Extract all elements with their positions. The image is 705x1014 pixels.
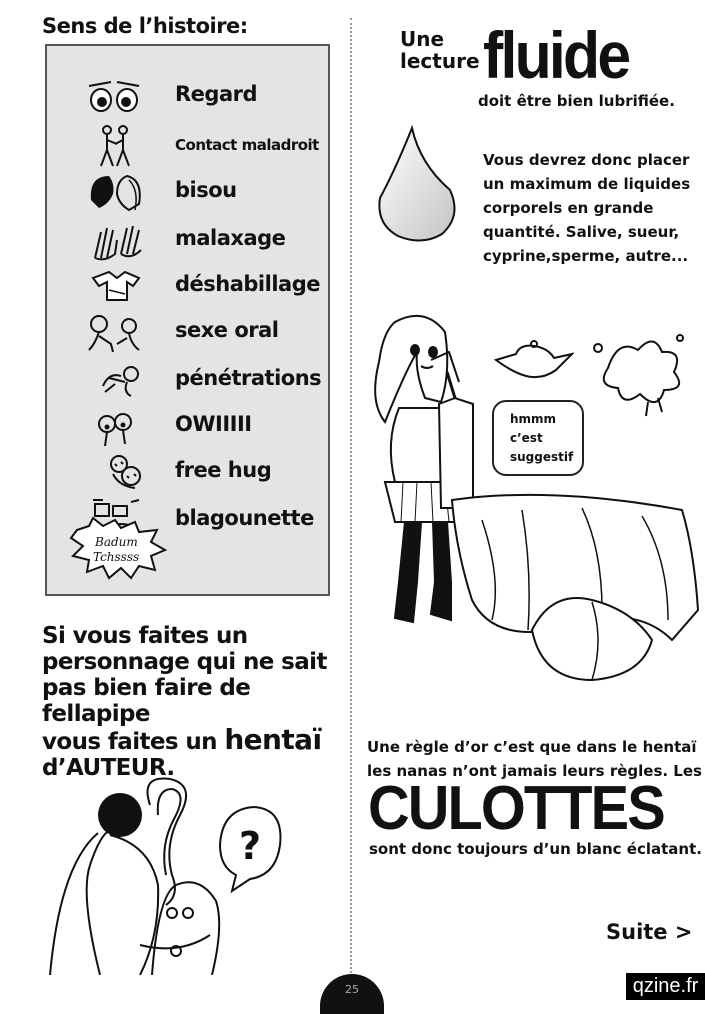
undressing-icon xyxy=(69,264,159,308)
sound-burst-icon xyxy=(69,516,169,580)
story-item-deshabillage xyxy=(47,264,328,310)
teapot-icon xyxy=(492,340,574,384)
story-item-owiiiii xyxy=(47,404,328,450)
story-label: blagounette xyxy=(175,506,314,530)
story-label: bisou xyxy=(175,178,237,202)
speech-bubble xyxy=(492,400,584,476)
hentai-word: hentaï xyxy=(224,723,322,756)
culottes-word: CULOTTES xyxy=(368,774,664,843)
fluide-subtitle: doit être bien lubrifiée. xyxy=(478,92,675,110)
story-sense-box xyxy=(45,44,330,596)
story-label: Regard xyxy=(175,82,258,106)
story-item-oral xyxy=(47,310,328,356)
liquids-line: cyprine,sperme, autre... xyxy=(483,247,689,265)
fluide-intro xyxy=(400,28,480,72)
intro-line: lecture xyxy=(400,49,480,73)
story-label: OWIIIII xyxy=(175,412,252,436)
bubble-line: hmmm xyxy=(510,412,557,426)
liquids-line: un maximum de liquides xyxy=(483,175,691,193)
hug-icon xyxy=(69,450,159,494)
fellapipe-line: pas bien faire de fellapipe xyxy=(42,675,251,727)
splash-icon xyxy=(588,328,688,418)
regle-line: Une règle d’or c’est que dans le hentaï xyxy=(367,738,697,756)
story-label: déshabillage xyxy=(175,272,320,296)
bubble-line: suggestif xyxy=(510,450,574,464)
intro-line: Une xyxy=(400,27,445,51)
fellapipe-line xyxy=(42,723,342,756)
story-item-bisou xyxy=(47,170,328,216)
story-item-penetrations xyxy=(47,358,328,404)
burst-text-2: Tchssss xyxy=(93,550,140,564)
story-label: Contact maladroit xyxy=(175,136,319,154)
liquids-line: Vous devrez donc placer xyxy=(483,151,690,169)
skirt-illustration xyxy=(432,490,702,685)
story-label: sexe oral xyxy=(175,318,279,342)
oral-icon xyxy=(69,310,159,354)
story-label: pénétrations xyxy=(175,366,322,390)
penetration-icon xyxy=(69,358,159,402)
kiss-icon xyxy=(69,170,159,214)
story-label: malaxage xyxy=(175,226,286,250)
blanc-line: sont donc toujours d’un blanc éclatant. xyxy=(369,840,702,858)
story-sense-heading: Sens de l’histoire: xyxy=(42,14,248,38)
burst-text-1: Badum xyxy=(95,535,138,549)
liquids-paragraph xyxy=(483,148,698,268)
couple-illustration xyxy=(40,775,340,975)
column-divider xyxy=(350,18,352,973)
page-number: 25 xyxy=(345,983,359,996)
groping-hands-icon xyxy=(69,218,159,262)
next-page-link[interactable]: Suite > xyxy=(606,920,693,944)
story-item-free-hug xyxy=(47,450,328,496)
clumsy-contact-icon xyxy=(69,124,159,168)
liquids-line: corporels en grande xyxy=(483,199,654,217)
fellapipe-line: Si vous faites un xyxy=(42,623,248,649)
fellapipe-paragraph xyxy=(42,623,342,781)
fellapipe-line-pre: vous faites un xyxy=(42,729,225,755)
droplet-icon xyxy=(372,124,462,244)
story-item-regard xyxy=(47,74,328,120)
site-watermark: qzine.fr xyxy=(626,973,705,1000)
fluide-word: fluide xyxy=(483,18,629,92)
liquids-line: quantité. Salive, sueur, xyxy=(483,223,680,241)
fellapipe-line: personnage qui ne sait xyxy=(42,649,327,675)
story-item-malaxage xyxy=(47,218,328,264)
question-mark: ? xyxy=(238,824,262,868)
climax-faces-icon xyxy=(69,404,159,448)
bubble-line: c’est xyxy=(510,431,543,445)
eyes-icon xyxy=(69,74,159,118)
regle-line: les nanas n’ont jamais leurs règles. Les xyxy=(367,762,702,780)
fellapipe-line: d’AUTEUR. xyxy=(42,755,175,781)
story-item-contact xyxy=(47,124,328,170)
story-label: free hug xyxy=(175,458,272,482)
